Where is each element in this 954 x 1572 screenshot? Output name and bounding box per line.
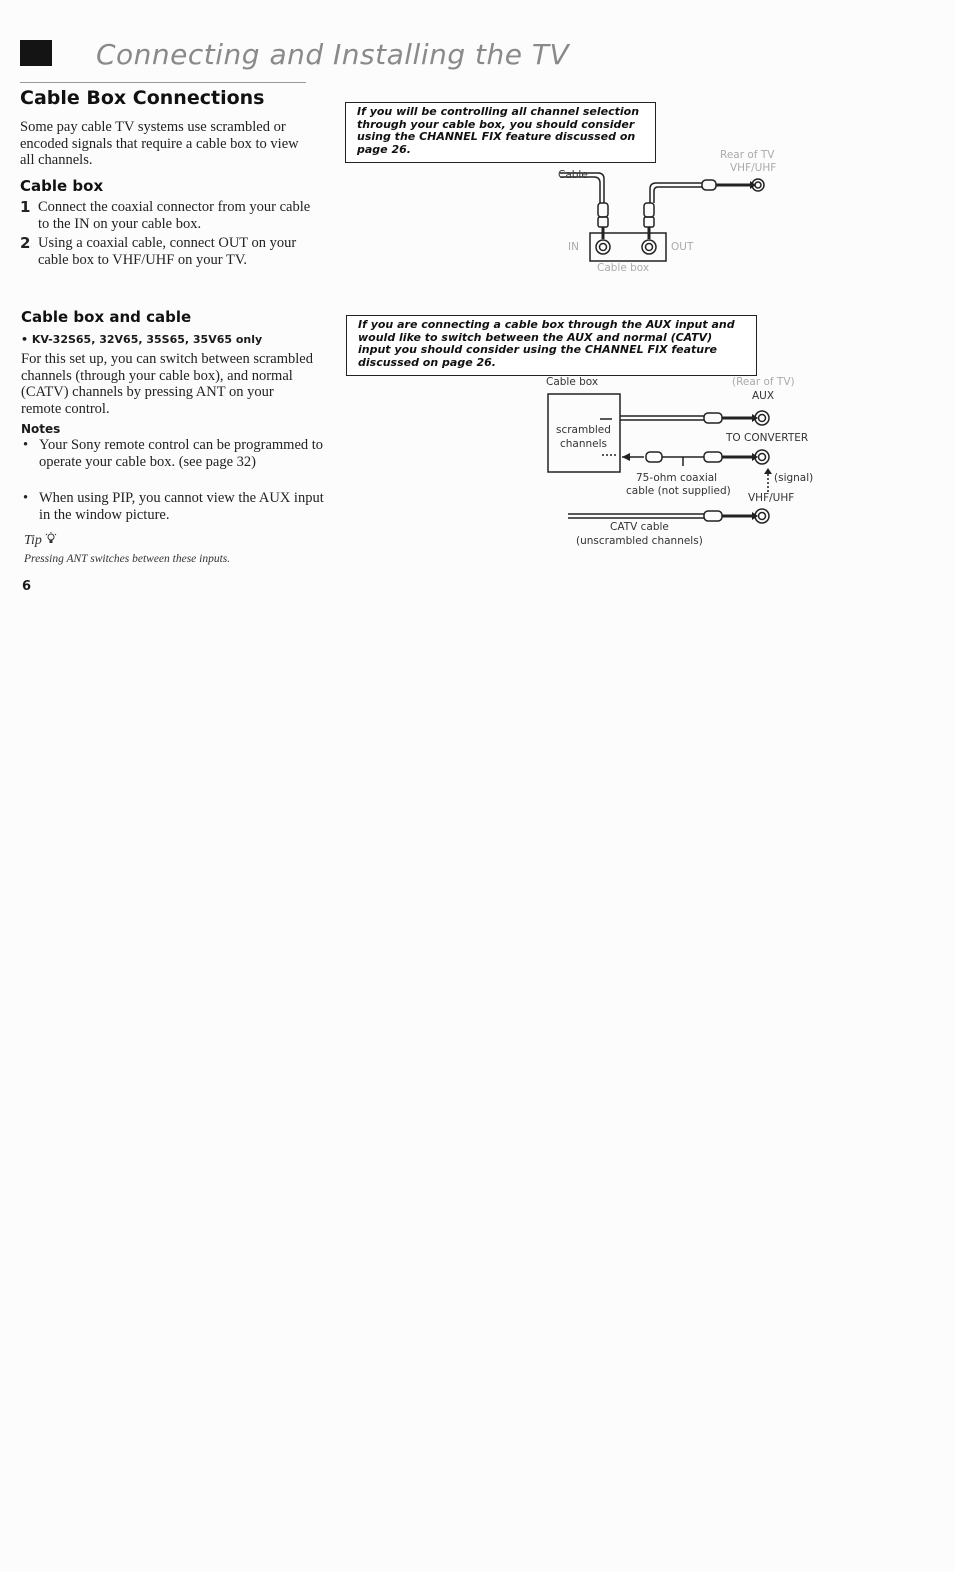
channel-fix-callout-2: If you are connecting a cable box through the AUX input and would like to switch between the AUX and normal (CATV) input you should consider using the CHANNEL FIX feature discussed on page 26. [346,315,757,376]
channels-label: channels [560,438,608,450]
catv-label: CATV cable [610,521,669,533]
bullet-dot: • [23,437,29,453]
rear-of-tv-label: (Rear of TV) [732,376,795,388]
not-supplied-label: cable (not supplied) [626,485,731,497]
model-list-text: KV-32S65, 32V65, 35S65, 35V65 only [31,333,263,346]
cable-label: Cable [558,169,588,181]
coax-label: 75-ohm coaxial [636,472,718,484]
cable-box-label: Cable box [546,376,599,388]
cable-box-heading: Cable box [20,177,104,195]
note-item [21,490,329,523]
intro-paragraph: Some pay cable TV systems use scrambled or encoded signals that require a cable box to view all channels. [20,119,299,168]
bullet-dot: • [23,490,29,506]
vhf-uhf-label: VHF/UHF [748,492,795,504]
rear-of-tv-label: Rear of TV [720,149,775,161]
step-number: 1 [20,198,31,216]
signal-label: (signal) [774,472,814,484]
tip-text: Pressing ANT switches between these inputs. [24,553,231,565]
step-text: Using a coaxial cable, connect OUT on your cable box to VHF/UHF on your TV. [38,235,297,268]
channel-fix-callout-1: If you will be controlling all channel selection through your cable box, you should consider using the CHANNEL FIX feature discussed on page 26. [345,102,656,163]
cable-box-diagram [540,145,840,280]
to-converter-label: TO CONVERTER [726,432,809,444]
note-item [21,437,329,470]
tip-label [24,532,57,549]
notes-heading: Notes [21,422,61,436]
step-text: Connect the coaxial connector from your cable to the IN on your cable box. [38,199,311,232]
out-label: OUT [671,241,694,253]
scrambled-label: scrambled [556,424,611,436]
vhf-uhf-label: VHF/UHF [730,162,777,174]
step-number: 2 [20,234,31,252]
cable-box-and-cable-heading: Cable box and cable [21,308,192,326]
step-1 [20,199,324,232]
cable-box-label: Cable box [597,262,650,274]
unscrambled-label: (unscrambled channels) [576,535,703,547]
model-list: • KV-32S65, 32V65, 35S65, 35V65 only [21,333,263,346]
cable-box-wiring [540,145,840,280]
note-text: Your Sony remote control can be programmed to operate your cable box. (see page 32) [39,437,324,470]
out-connector [644,203,654,217]
note-text: When using PIP, you cannot view the AUX input in the window picture. [39,490,324,523]
aux-wiring [540,370,830,555]
tip-label-text: Tip [24,533,42,548]
section-marker-block [20,40,52,66]
cable-box-and-cable-diagram [540,370,830,555]
section-title: Connecting and Installing the TV [96,38,570,71]
in-label: IN [568,241,579,253]
page-title: Cable Box Connections [20,87,265,109]
page-number: 6 [22,579,32,594]
header-rule [20,82,306,83]
setup-paragraph: For this set up, you can switch between scrambled channels (through your cable box), and normal (CATV) channels by pressing ANT on your remote control. [21,351,313,417]
in-connector [598,203,608,217]
lightbulb-icon [45,532,57,546]
step-2 [20,235,324,268]
aux-label: AUX [752,390,775,402]
